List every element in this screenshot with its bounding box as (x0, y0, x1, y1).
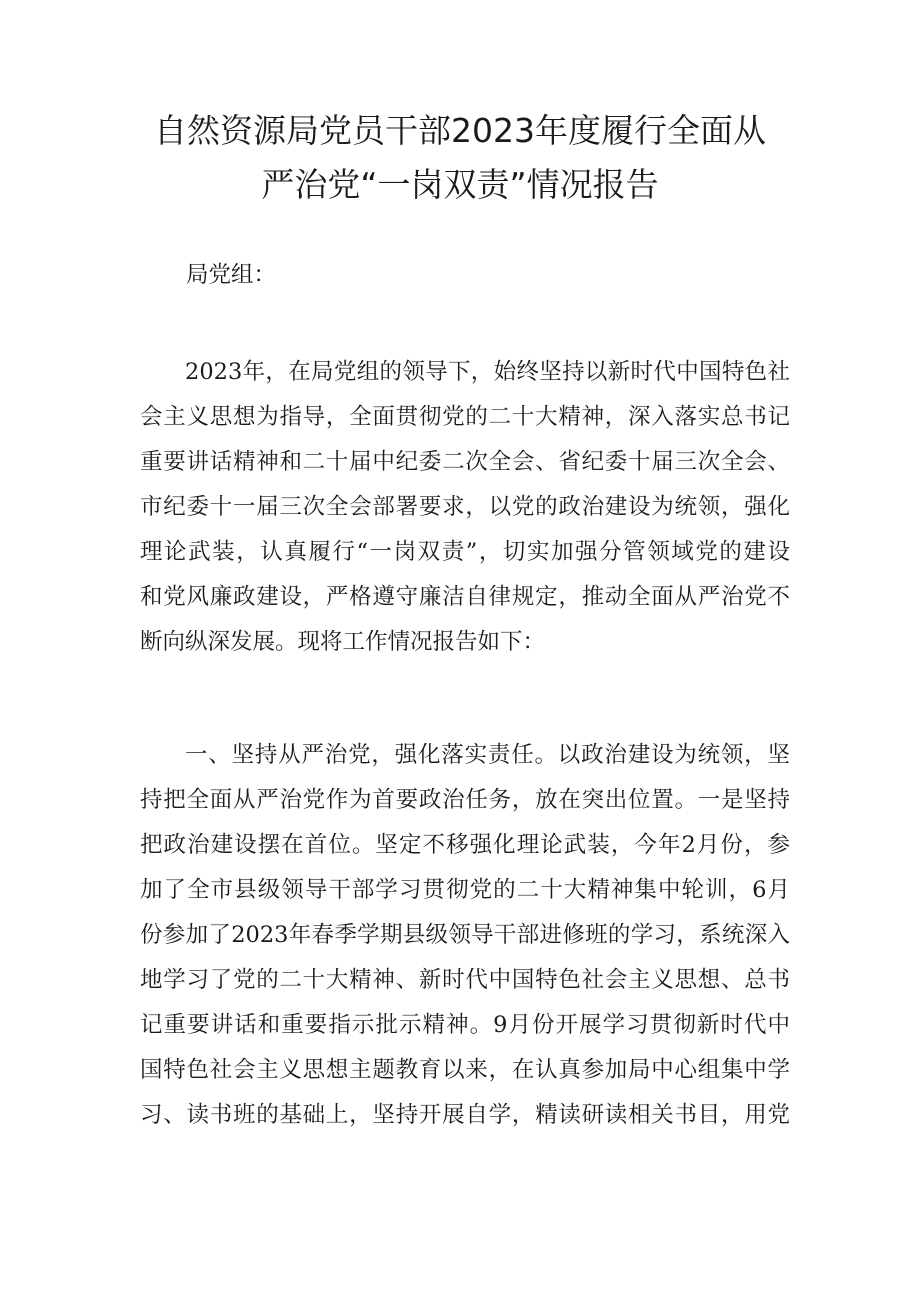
text-line: 一、坚持从严治党，强化落实责任。以政治建设为统领，坚 (185, 742, 790, 768)
text-line: 地学习了党的二十大精神、新时代中国特色社会主义思想、总书 (140, 967, 790, 993)
text-line: 持把全面从严治党作为首要政治任务，放在突出位置。一是坚持 (140, 787, 790, 813)
paragraph-section-1 (140, 733, 790, 1138)
title-line-1: 自然资源局党员干部2023年度履行全面从 (154, 111, 766, 150)
text-line: 份参加了2023年春季学期县级领导干部进修班的学习，系统深入 (140, 922, 790, 948)
title-line-2: 严治党“一岗双责”情况报告 (261, 165, 659, 204)
text-line: 加了全市县级领导干部学习贯彻党的二十大精神集中轮训，6月 (140, 877, 790, 903)
text-line: 断向纵深发展。现将工作情况报告如下： (140, 629, 546, 655)
document-title (120, 104, 800, 212)
text-line: 2023年，在局党组的领导下，始终坚持以新时代中国特色社 (185, 359, 790, 385)
text-line: 市纪委十一届三次全会部署要求，以党的政治建设为统领，强化 (140, 494, 790, 520)
text-line: 和党风廉政建设，严格遵守廉洁自律规定，推动全面从严治党不 (140, 584, 790, 610)
text-line: 记重要讲话和重要指示批示精神。9月份开展学习贯彻新时代中 (140, 1012, 790, 1038)
text-line: 把政治建设摆在首位。坚定不移强化理论武装，今年2月份，参 (140, 832, 790, 858)
text-line: 国特色社会主义思想主题教育以来，在认真参加局中心组集中学 (140, 1057, 790, 1083)
text-line: 习、读书班的基础上，坚持开展自学，精读研读相关书目，用党 (140, 1102, 790, 1128)
salutation: 局党组： (186, 262, 277, 288)
paragraph-intro (140, 350, 790, 665)
text-line: 会主义思想为指导，全面贯彻党的二十大精神，深入落实总书记 (140, 404, 790, 430)
text-line: 重要讲话精神和二十届中纪委二次全会、省纪委十届三次全会、 (140, 449, 790, 475)
text-line: 理论武装，认真履行“一岗双责”，切实加强分管领域党的建设 (140, 539, 790, 565)
